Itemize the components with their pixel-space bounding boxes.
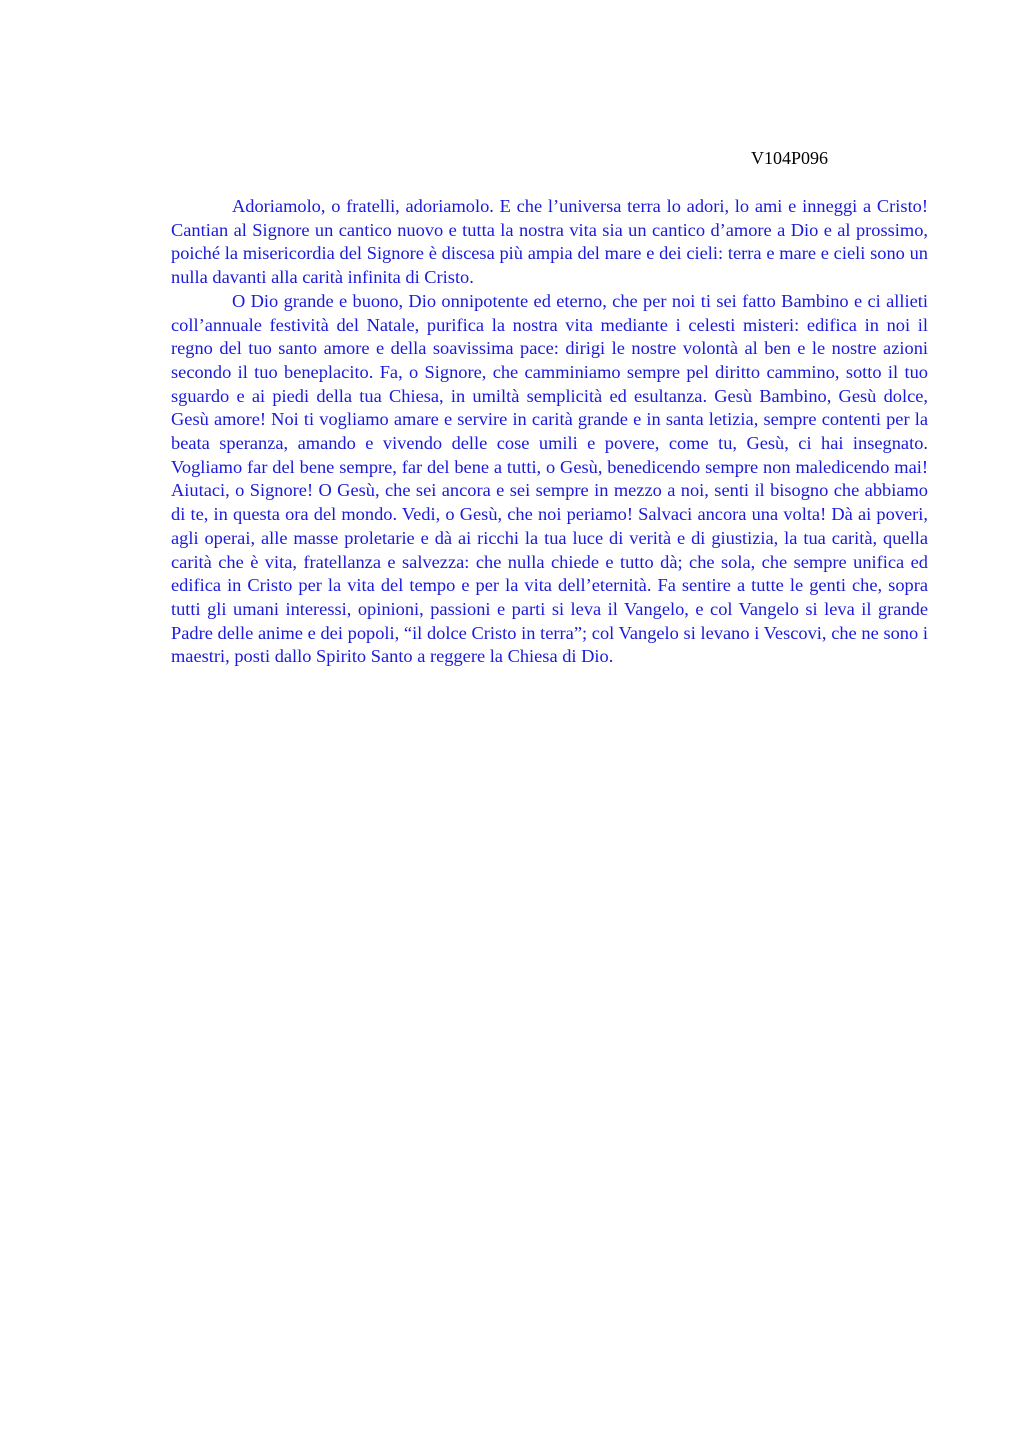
paragraph-prayer: O Dio grande e buono, Dio onnipotente ed eterno, che per noi ti sei fatto Bambino e ci allieti coll’annuale festività del Natale, purifica la nostra vita mediante i celesti misteri: edifica in noi il regno del tuo santo amore e della soavissima pace: dirigi le nostre volontà al ben e le nostre azioni secondo il tuo beneplacito. Fa, o Signore, che camminiamo sempre pel diritto cammino, sotto il tuo sguardo e ai piedi della tua Chiesa, in umiltà semplicità ed esultanza. Gesù Bambino, Gesù dolce, Gesù amore! Noi ti vogliamo amare e servire in carità grande e in santa letizia, sempre contenti per la beata speranza, amando e vivendo delle cose umili e povere, come tu, Gesù, ci hai insegnato. Vogliamo far del bene sempre, far del bene a tutti, o Gesù, benedicendo sempre non maledicendo mai! Aiutaci, o Signore! O Gesù, che sei ancora e sei sempre in mezzo a noi, senti il bisogno che abbiamo di te, in questa ora del mondo. Vedi, o Gesù, che noi periamo! Salvaci ancora una volta! Dà ai poveri, agli operai, alle masse proletarie e dà ai ricchi la tua luce di verità e di giustizia, la tua carità, quella carità che è vita, fratellanza e salvezza: che nulla chiede e tutto dà; che sola, che sempre unifica ed edifica in Cristo per la vita del tempo e per la vita dell’eternità. Fa sentire a tutte le genti che, sopra tutti gli umani interessi, opinioni, passioni e parti si leva il Vangelo, e col Vangelo si leva il grande Padre delle anime e dei popoli, “il dolce Cristo in terra”; col Vangelo si levano i Vescovi, che ne sono i maestri, posti dallo Spirito Santo a reggere la Chiesa di Dio. [171, 290, 928, 667]
document-body [171, 195, 928, 669]
page-identifier: V104P096 [751, 148, 829, 168]
paragraph-adoriamolo: Adoriamolo, o fratelli, adoriamolo. E che l’universa terra lo adori, lo ami e inneggi a Cristo! Cantian al Signore un cantico nuovo e tutta la nostra vita sia un cantico d’amore a Dio e al prossimo, poiché la misericordia del Signore è discesa più ampia del mare e dei cieli: terra e mare e cieli sono un nulla davanti alla carità infinita di Cristo. [171, 196, 928, 288]
